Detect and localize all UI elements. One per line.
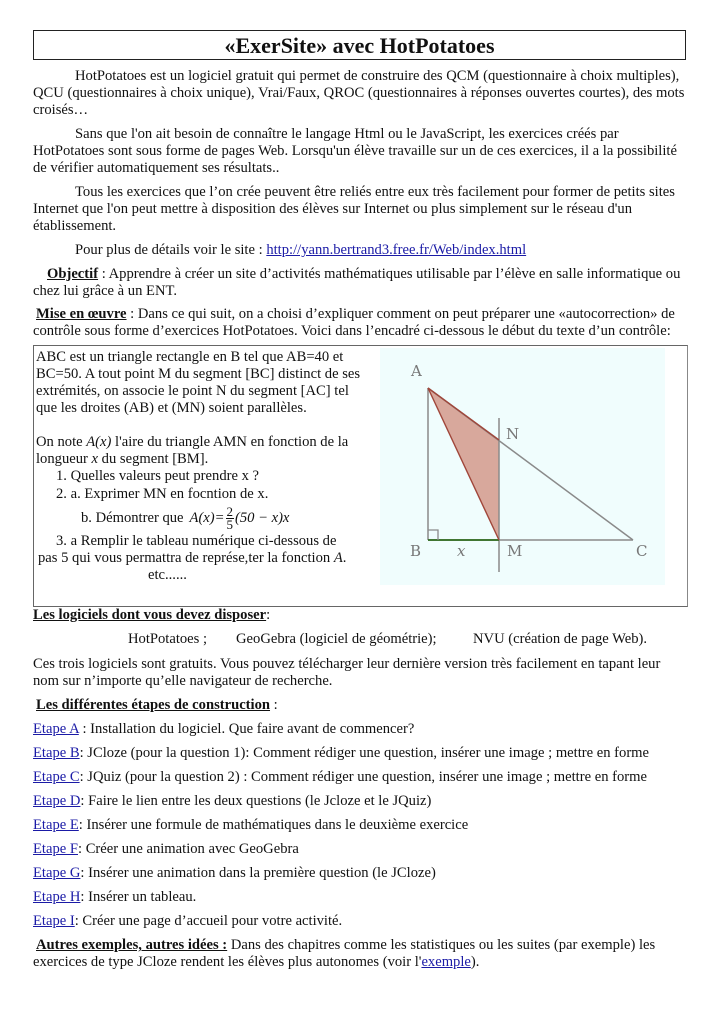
- question-3-line-2: pas 5 qui vous permattra de représe,ter la fonction A.: [38, 550, 347, 566]
- question-2b: b. Démontrer que A(x)= $\frac{2}{5}$ (50 − x)x: [81, 503, 290, 532]
- question-1: 1. Quelles valeurs peut prendre x ?: [56, 468, 260, 484]
- etape-item-h: Etape H: Insérer un tableau.: [33, 889, 197, 905]
- etape-item-e: Etape E: Insérer une formule de mathématiques dans le deuxième exercice: [33, 817, 469, 833]
- etape-item-d: Etape D: Faire le lien entre les deux questions (le Jcloze et le JQuiz): [33, 793, 432, 809]
- objectif-label: Objectif: [47, 266, 99, 282]
- mise-en-oeuvre-text: : Dans ce qui suit, on a choisi d’expliquer comment on peut préparer une «autocorrection» de contrôle sous forme d’exercices HotPotatoes. Voici dans l’encadré ci-dessous le début du texte d’un contrôle:: [33, 306, 675, 339]
- etape-d-link[interactable]: Etape D: [33, 793, 81, 809]
- function-a-of-x: A(x): [86, 434, 112, 450]
- site-link[interactable]: http://yann.bertrand3.free.fr/Web/index.html: [266, 242, 527, 258]
- formula-fraction: $\frac{2}{5}$: [226, 503, 233, 532]
- exercise-statement: ABC est un triangle rectangle en B tel que AB=40 et BC=50. A tout point M du segment [BC] distinct de ses extrémités, on associe le point N du segment [AC] tel que les droites (AB) et (MN) soient parallèles.: [36, 349, 361, 416]
- question-2a: 2. a. Exprimer MN en focntion de x.: [56, 486, 269, 502]
- formula-lhs: A(x)=: [189, 509, 225, 526]
- question-3-line-1: 3. a Remplir le tableau numérique ci-dessous de: [56, 533, 337, 549]
- label-b: B: [410, 542, 422, 560]
- page-title: «ExerSite» avec HotPotatoes: [224, 32, 495, 58]
- etape-g-link[interactable]: Etape G: [33, 865, 81, 881]
- etape-item-b: Etape B: JCloze (pour la question 1): Comment rédiger une question, insérer une image ; mettre en forme: [33, 745, 650, 761]
- intro-paragraph-4: [33, 242, 688, 259]
- etape-item-c: Etape C: JQuiz (pour la question 2) : Comment rédiger une question, insérer une image ; mettre en forme: [33, 769, 647, 785]
- etape-e-link[interactable]: Etape E: [33, 817, 79, 833]
- etape-item-f: Etape F: Créer une animation avec GeoGebra: [33, 841, 299, 857]
- exercise-etc: etc......: [148, 567, 187, 583]
- etape-i-link[interactable]: Etape I: [33, 913, 75, 929]
- etapes-heading: Les différentes étapes de construction :: [36, 697, 278, 713]
- etape-f-link[interactable]: Etape F: [33, 841, 78, 857]
- variable-x: x: [91, 451, 99, 467]
- exercise-text: [36, 349, 366, 584]
- software-list: [0, 631, 724, 648]
- label-c: C: [636, 542, 648, 560]
- etape-item-a: Etape A : Installation du logiciel. Que faire avant de commencer?: [33, 721, 415, 737]
- label-n: N: [506, 425, 520, 443]
- logiciels-heading: Les logiciels dont vous devez disposer:: [33, 607, 271, 623]
- page-title-box: [33, 30, 686, 60]
- triangle-figure: [380, 348, 665, 585]
- etape-b-link[interactable]: Etape B: [33, 745, 80, 761]
- software-nvu: NVU (création de page Web).: [473, 631, 648, 647]
- intro-paragraph-3: Tous les exercices que l’on crée peuvent être reliés entre eux très facilement pour former de petits sites Internet que l'on peut mettre à disposition des élèves sur Internet ou plus simplement sur le réseau d'un établissement.: [33, 184, 675, 234]
- label-m: M: [507, 542, 523, 560]
- exercise-note: On note A(x) l'aire du triangle AMN en fonction de la longueur x du segment [BM].: [36, 434, 349, 467]
- formula-rhs: (50 − x)x: [235, 509, 290, 526]
- etape-h-link[interactable]: Etape H: [33, 889, 81, 905]
- exemple-link[interactable]: exemple: [421, 954, 471, 970]
- triangle-diagram: [380, 348, 665, 585]
- intro-paragraph-2: Sans que l'on ait besoin de connaître le langage Html ou le JavaScript, les exercices créés par HotPotatoes sont sous forme de pages Web. Lorsqu'un élève travaille sur un de ces exercices, il a la possibilité de vérifier automatiquement ses résultats..: [33, 126, 677, 176]
- etape-item-i: Etape I: Créer une page d’accueil pour votre activité.: [33, 913, 343, 929]
- label-a: A: [411, 362, 422, 380]
- site-link-prefix: Pour plus de détails voir le site :: [75, 242, 267, 258]
- software-hotpotatoes: HotPotatoes ;: [128, 631, 208, 647]
- objectif-text: : Apprendre à créer un site d’activités mathématiques utilisable par l’élève en salle informatique ou chez lui grâce à un ENT.: [33, 266, 681, 299]
- mise-en-oeuvre-label: Mise en œuvre: [36, 306, 127, 322]
- logiciels-note: Ces trois logiciels sont gratuits. Vous pouvez télécharger leur dernière version très facilement en tapant leur nom sur n’importe qu’elle navigateur de recherche.: [33, 656, 661, 689]
- autres-label: Autres exemples, autres idées :: [36, 937, 228, 953]
- label-x: x: [457, 542, 466, 560]
- etape-a-link[interactable]: Etape A: [33, 721, 79, 737]
- autres-paragraph: Autres exemples, autres idées : Dans des chapitres comme les statistiques ou les suites (par exemple) les exercices de type JCloze rendent les élèves plus autonomes (voir l'exemple).: [33, 937, 656, 970]
- etape-item-g: Etape G: Insérer une animation dans la première question (le JCloze): [33, 865, 436, 881]
- mise-en-oeuvre-paragraph: [33, 306, 688, 340]
- software-geogebra: GeoGebra (logiciel de géométrie);: [236, 631, 437, 647]
- intro-paragraph-1: HotPotatoes est un logiciel gratuit qui permet de construire des QCM (questionnaire à choix multiples), QCU (questionnaires à choix unique), Vrai/Faux, QROC (questionnaires à réponses ouvertes courtes), des mots croisés…: [33, 68, 685, 118]
- objectif-paragraph: [33, 266, 688, 300]
- etape-c-link[interactable]: Etape C: [33, 769, 80, 785]
